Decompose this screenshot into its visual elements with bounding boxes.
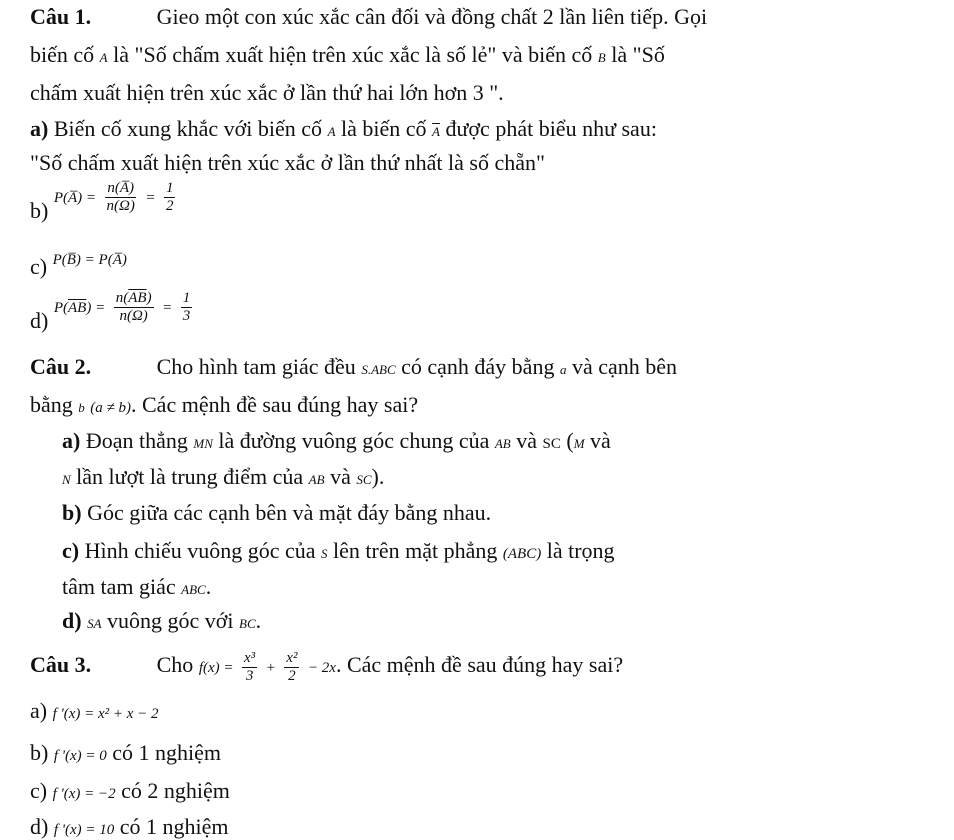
q2-a-2: là đường vuông góc chung của — [218, 428, 490, 453]
q2-label: Câu 2. — [30, 354, 92, 379]
q3-c-text: có 2 nghiệm — [121, 778, 230, 803]
q1-b-num: n(A̅) — [107, 180, 135, 196]
q3-d-expr: f '(x) = 10 — [53, 822, 115, 838]
q3-f-lhs: f(x) = — [198, 660, 234, 677]
q2-line-1 — [30, 354, 677, 380]
q3-f-n1: x³ — [244, 650, 256, 666]
q2-a-8: ). — [371, 464, 385, 489]
q2-a-6: lần lượt là trung điểm của — [76, 464, 304, 489]
q2-a-line-1 — [62, 428, 611, 454]
q1-d-rnum: 1 — [182, 290, 191, 306]
q1-c-expr: P(B̅) = P(A̅) — [52, 252, 127, 268]
q1-a-text-3: được phát biểu như sau: — [445, 116, 657, 141]
q2-d-sa: SA — [87, 616, 102, 631]
q1-b-eq: = — [145, 190, 156, 207]
q3-c-label: c) — [30, 778, 48, 803]
q2-b-line — [62, 500, 491, 526]
q2-b-label: b) — [62, 500, 82, 525]
q1-var-b: B — [597, 50, 606, 65]
q3-c-line — [30, 778, 230, 804]
q1-intro-1: Gieo một con xúc xắc cân đối và đồng chất 2 lần liên tiếp. Gọi — [156, 4, 708, 29]
q3-f-term-1 — [242, 650, 257, 684]
q2-a-sc: SC — [542, 436, 561, 452]
q1-b-fraction — [105, 180, 137, 214]
q3-f-tail: − 2x — [307, 660, 336, 677]
q2-intro-1b: có cạnh đáy bằng — [401, 354, 555, 379]
q1-b-line — [30, 180, 178, 224]
q1-intro-2a: biến cố — [30, 42, 95, 67]
q2-c-3: là trọng — [546, 538, 615, 563]
q2-c-abc: (ABC) — [502, 546, 542, 562]
q2-a-7: và — [330, 464, 351, 489]
q1-d-label: d) — [30, 308, 49, 334]
q1-var-a: A — [99, 50, 108, 65]
q2-intro-1a: Cho hình tam giác đều — [156, 354, 356, 379]
q2-c-line-1 — [62, 538, 615, 564]
q1-a-text-4: "Số chấm xuất hiện trên xúc xắc ở lần thứ nhất là số chẵn" — [30, 150, 545, 175]
q2-b-text: Góc giữa các cạnh bên và mặt đáy bằng nhau. — [87, 500, 492, 525]
q2-condition: (a ≠ b) — [90, 400, 131, 416]
q2-intro-2b: . Các mệnh đề sau đúng hay sai? — [131, 392, 419, 417]
q3-b-line — [30, 740, 221, 766]
q2-a-4: ( — [566, 428, 574, 453]
q2-c-label: c) — [62, 538, 80, 563]
q3-a-line — [30, 698, 159, 724]
q1-b-rden: 2 — [165, 197, 174, 214]
q2-c-4: tâm tam giác — [62, 574, 176, 599]
q3-a-expr: f '(x) = x² + x − 2 — [52, 706, 159, 722]
q1-b-rnum: 1 — [165, 180, 174, 196]
q3-f-n2: x² — [286, 650, 298, 666]
q2-a-5: và — [590, 428, 611, 453]
q2-d-line — [62, 608, 261, 634]
q2-a-n: N — [62, 472, 71, 487]
q2-a-m: M — [573, 436, 585, 451]
q3-b-label: b) — [30, 740, 49, 765]
q3-intro-2: . Các mệnh đề sau đúng hay sai? — [335, 652, 624, 678]
q1-intro-2c: là "Số — [611, 42, 665, 67]
q1-d-lhs-b: $\overline{B}$ — [77, 300, 87, 317]
q2-intro-2a: bằng — [30, 392, 73, 417]
q2-a-label: a) — [62, 428, 81, 453]
q1-a-var-a-bar: $\overline{A}$ — [432, 124, 440, 139]
q2-a-ab: AB — [494, 436, 511, 451]
q1-d-den: n(Ω) — [119, 307, 148, 324]
q1-a-line-1 — [30, 116, 657, 142]
q1-b-label: b) — [30, 198, 49, 224]
q2-a-3: và — [516, 428, 538, 453]
q2-var-b: b — [78, 400, 85, 415]
q1-a-label: a) — [30, 116, 49, 141]
q2-c-s: S — [321, 546, 328, 561]
q3-a-label: a) — [30, 698, 48, 723]
q1-d-num-a: $\overline{A}$ — [128, 290, 138, 306]
q1-label: Câu 1. — [30, 4, 92, 29]
q2-a-1: Đoạn thẳng — [85, 428, 188, 453]
q1-d-line — [30, 290, 195, 334]
q1-c-label: c) — [30, 254, 48, 279]
q3-b-text: có 1 nghiệm — [112, 740, 221, 765]
q2-d-2: . — [255, 608, 262, 633]
q1-a-var-a: A — [327, 124, 336, 139]
q3-f-plus: + — [265, 660, 276, 677]
q2-var-a: a — [559, 362, 567, 377]
q3-d-line — [30, 814, 229, 840]
q1-d-fraction — [114, 290, 154, 324]
q1-line-1 — [30, 4, 707, 30]
q3-d-label: d) — [30, 814, 49, 839]
q2-c-abc2: ABC — [181, 582, 206, 597]
q2-a-mn: MN — [193, 436, 213, 451]
q2-c-1: Hình chiếu vuông góc của — [84, 538, 316, 563]
q3-line-1 — [30, 650, 623, 684]
q1-d-lhs: $P(\overline{A}\overline{B})$ = — [53, 300, 106, 317]
q1-d-num-b: $\overline{B}$ — [137, 290, 147, 306]
q1-b-den: n(Ω) — [106, 197, 135, 214]
q3-f-d1: 3 — [245, 667, 254, 684]
q1-d-eq: = — [162, 300, 173, 317]
q1-d-lhs-a: $\overline{A}$ — [68, 300, 78, 317]
q3-f-term-2 — [284, 650, 299, 684]
q1-a-line-2 — [30, 150, 545, 176]
q1-line-2 — [30, 42, 665, 68]
q3-b-expr: f '(x) = 0 — [53, 748, 107, 764]
q2-d-1: vuông góc với — [107, 608, 234, 633]
q3-f-d2: 2 — [288, 667, 296, 684]
q3-intro-1: Cho — [156, 652, 194, 678]
q1-b-lhs: P(A̅) = — [53, 190, 97, 207]
q1-b-result — [164, 180, 176, 214]
q3-c-expr: f '(x) = −2 — [52, 786, 116, 802]
q3-label: Câu 3. — [30, 652, 92, 678]
q1-line-3 — [30, 80, 504, 106]
q1-intro-2b: là "Số chấm xuất hiện trên xúc xắc là số lẻ" và biến cố — [113, 42, 593, 67]
q2-c-5: . — [205, 574, 212, 599]
q2-a-ab2: AB — [308, 472, 325, 487]
q2-c-line-2 — [62, 574, 211, 600]
q1-a-text-1: Biến cố xung khắc với biến cố — [53, 116, 323, 141]
q1-a-text-2: là biến cố — [341, 116, 427, 141]
q2-d-bc: BC — [239, 616, 256, 631]
q2-c-2: lên trên mặt phẳng — [333, 538, 498, 563]
q1-d-rden: 3 — [182, 307, 191, 324]
q3-d-text: có 1 nghiệm — [119, 814, 229, 839]
q2-a-line-2 — [62, 464, 384, 490]
q1-d-result — [181, 290, 193, 324]
q2-a-sc2: SC — [356, 472, 372, 487]
q1-intro-3: chấm xuất hiện trên xúc xắc ở lần thứ hai lớn hơn 3 ". — [30, 80, 504, 105]
q2-var-sabc: S.ABC — [361, 362, 396, 377]
q1-c-line — [30, 244, 127, 279]
q2-d-label: d) — [62, 608, 82, 633]
q1-d-num: $n(\overline{A}\overline{B})$ — [115, 290, 152, 306]
q2-line-2 — [30, 392, 418, 418]
q2-intro-1c: và cạnh bên — [571, 354, 678, 379]
